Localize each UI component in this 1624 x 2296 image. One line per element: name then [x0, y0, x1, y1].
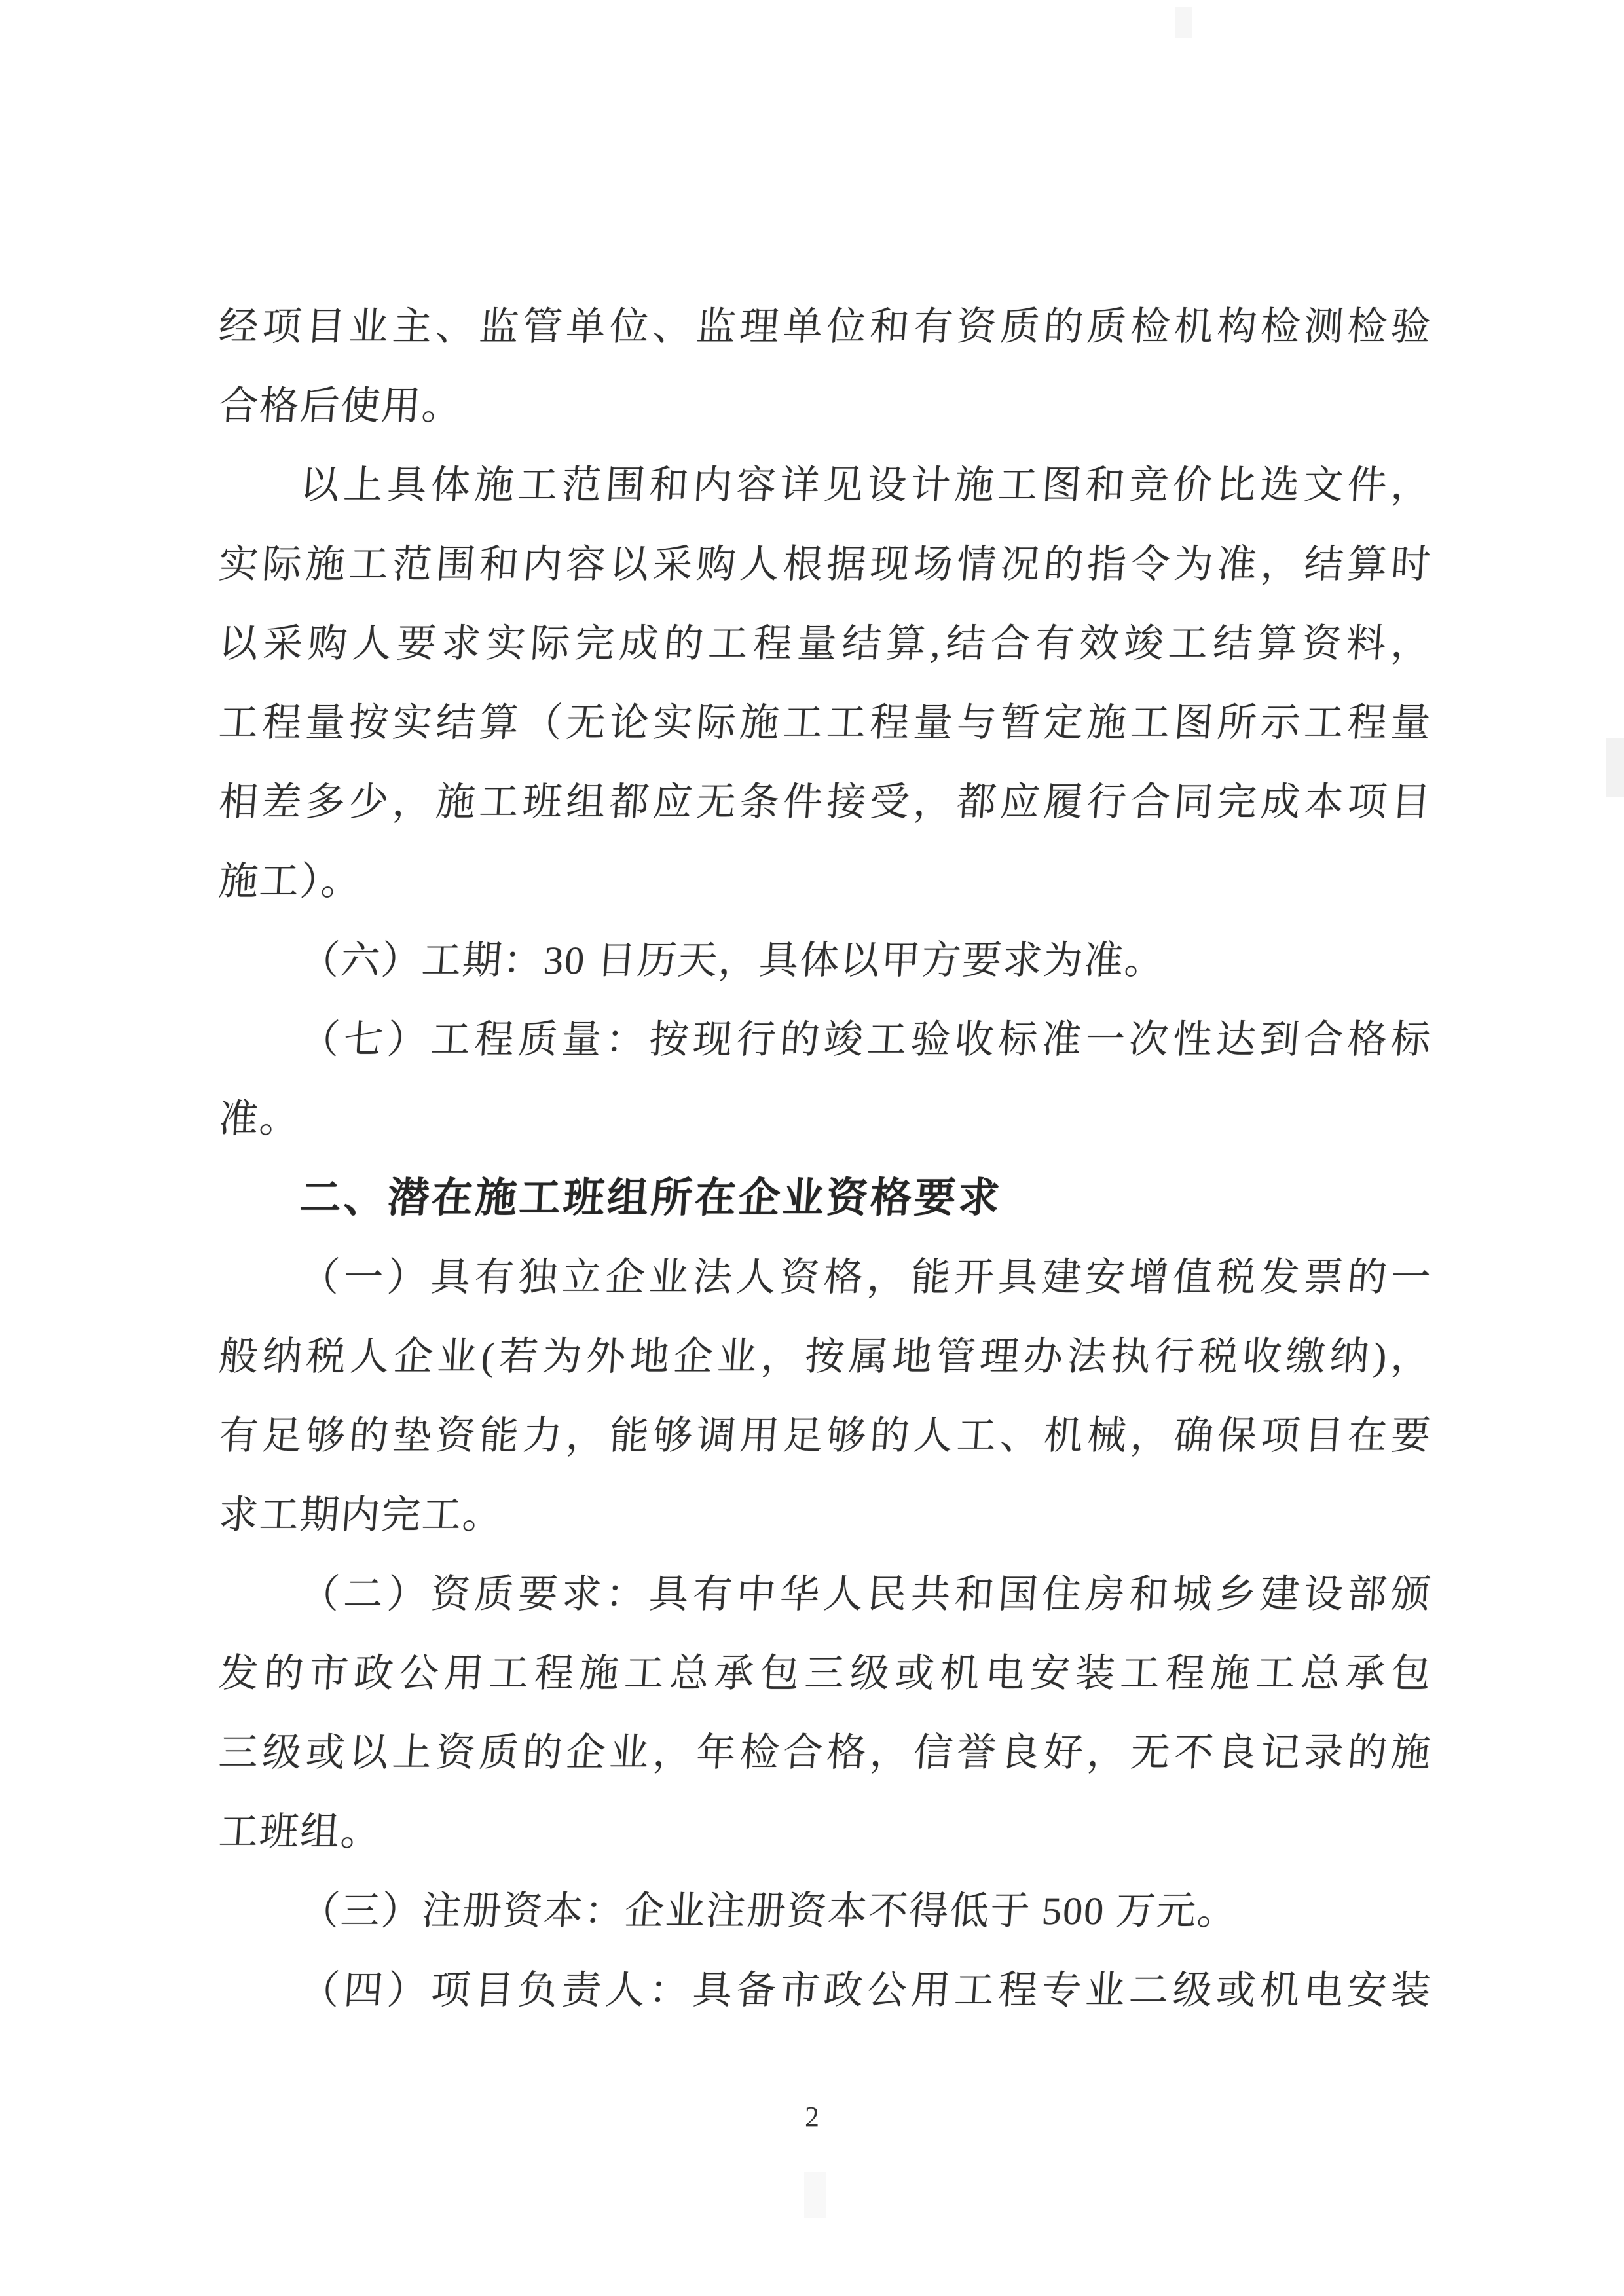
scan-artifact	[804, 2172, 826, 2218]
text-line: 以采购人要求实际完成的工程量结算,结合有效竣工结算资料，	[217, 622, 1432, 665]
section-heading: 二、潜在施工班组所在企业资格要求	[298, 1175, 1004, 1221]
scan-artifact	[1606, 738, 1624, 797]
text-line: 发的市政公用工程施工总承包三级或机电安装工程施工总承包	[217, 1652, 1432, 1695]
text-line: 般纳税人企业(若为外地企业，按属地管理办法执行税收缴纳)，	[217, 1335, 1432, 1378]
text-line: 工程量按实结算（无论实际施工工程量与暂定施工图所示工程量	[217, 701, 1432, 744]
text-line: 经项目业主、监管单位、监理单位和有资质的质检机构检测检验	[217, 305, 1432, 348]
scan-artifact	[1175, 7, 1192, 38]
text-line-item-2: （二）资质要求：具有中华人民共和国住房和城乡建设部颁	[298, 1573, 1432, 1616]
text-line-item-4: （四）项目负责人：具备市政公用工程专业二级或机电安装	[298, 1969, 1432, 2012]
text-line: 求工期内完工。	[217, 1493, 505, 1537]
text-line-clause-7: （七）工程质量：按现行的竣工验收标准一次性达到合格标	[298, 1018, 1432, 1061]
text-line: 准。	[217, 1097, 302, 1140]
text-line: 实际施工范围和内容以采购人根据现场情况的指令为准，结算时	[217, 543, 1432, 586]
text-line: 施工）。	[217, 860, 363, 903]
document-body	[216, 287, 1432, 2030]
text-line-item-3: （三）注册资本：企业注册资本不得低于 500 万元。	[298, 1889, 1240, 1933]
text-line: 合格后使用。	[217, 384, 464, 428]
text-line: 工班组。	[217, 1810, 383, 1853]
text-line-item-1: （一）具有独立企业法人资格，能开具建安增值税发票的一	[298, 1256, 1432, 1299]
text-line: 三级或以上资质的企业，年检合格，信誉良好，无不良记录的施	[217, 1731, 1432, 1774]
text-line: 以上具体施工范围和内容详见设计施工图和竞价比选文件，	[298, 464, 1432, 507]
text-line: 有足够的垫资能力，能够调用足够的人工、机械，确保项目在要	[217, 1414, 1432, 1457]
text-line: 相差多少，施工班组都应无条件接受，都应履行合同完成本项目	[217, 780, 1432, 824]
text-line-clause-6: （六）工期：30 日历天，具体以甲方要求为准。	[298, 939, 1167, 982]
page-number: 2	[805, 2101, 819, 2133]
